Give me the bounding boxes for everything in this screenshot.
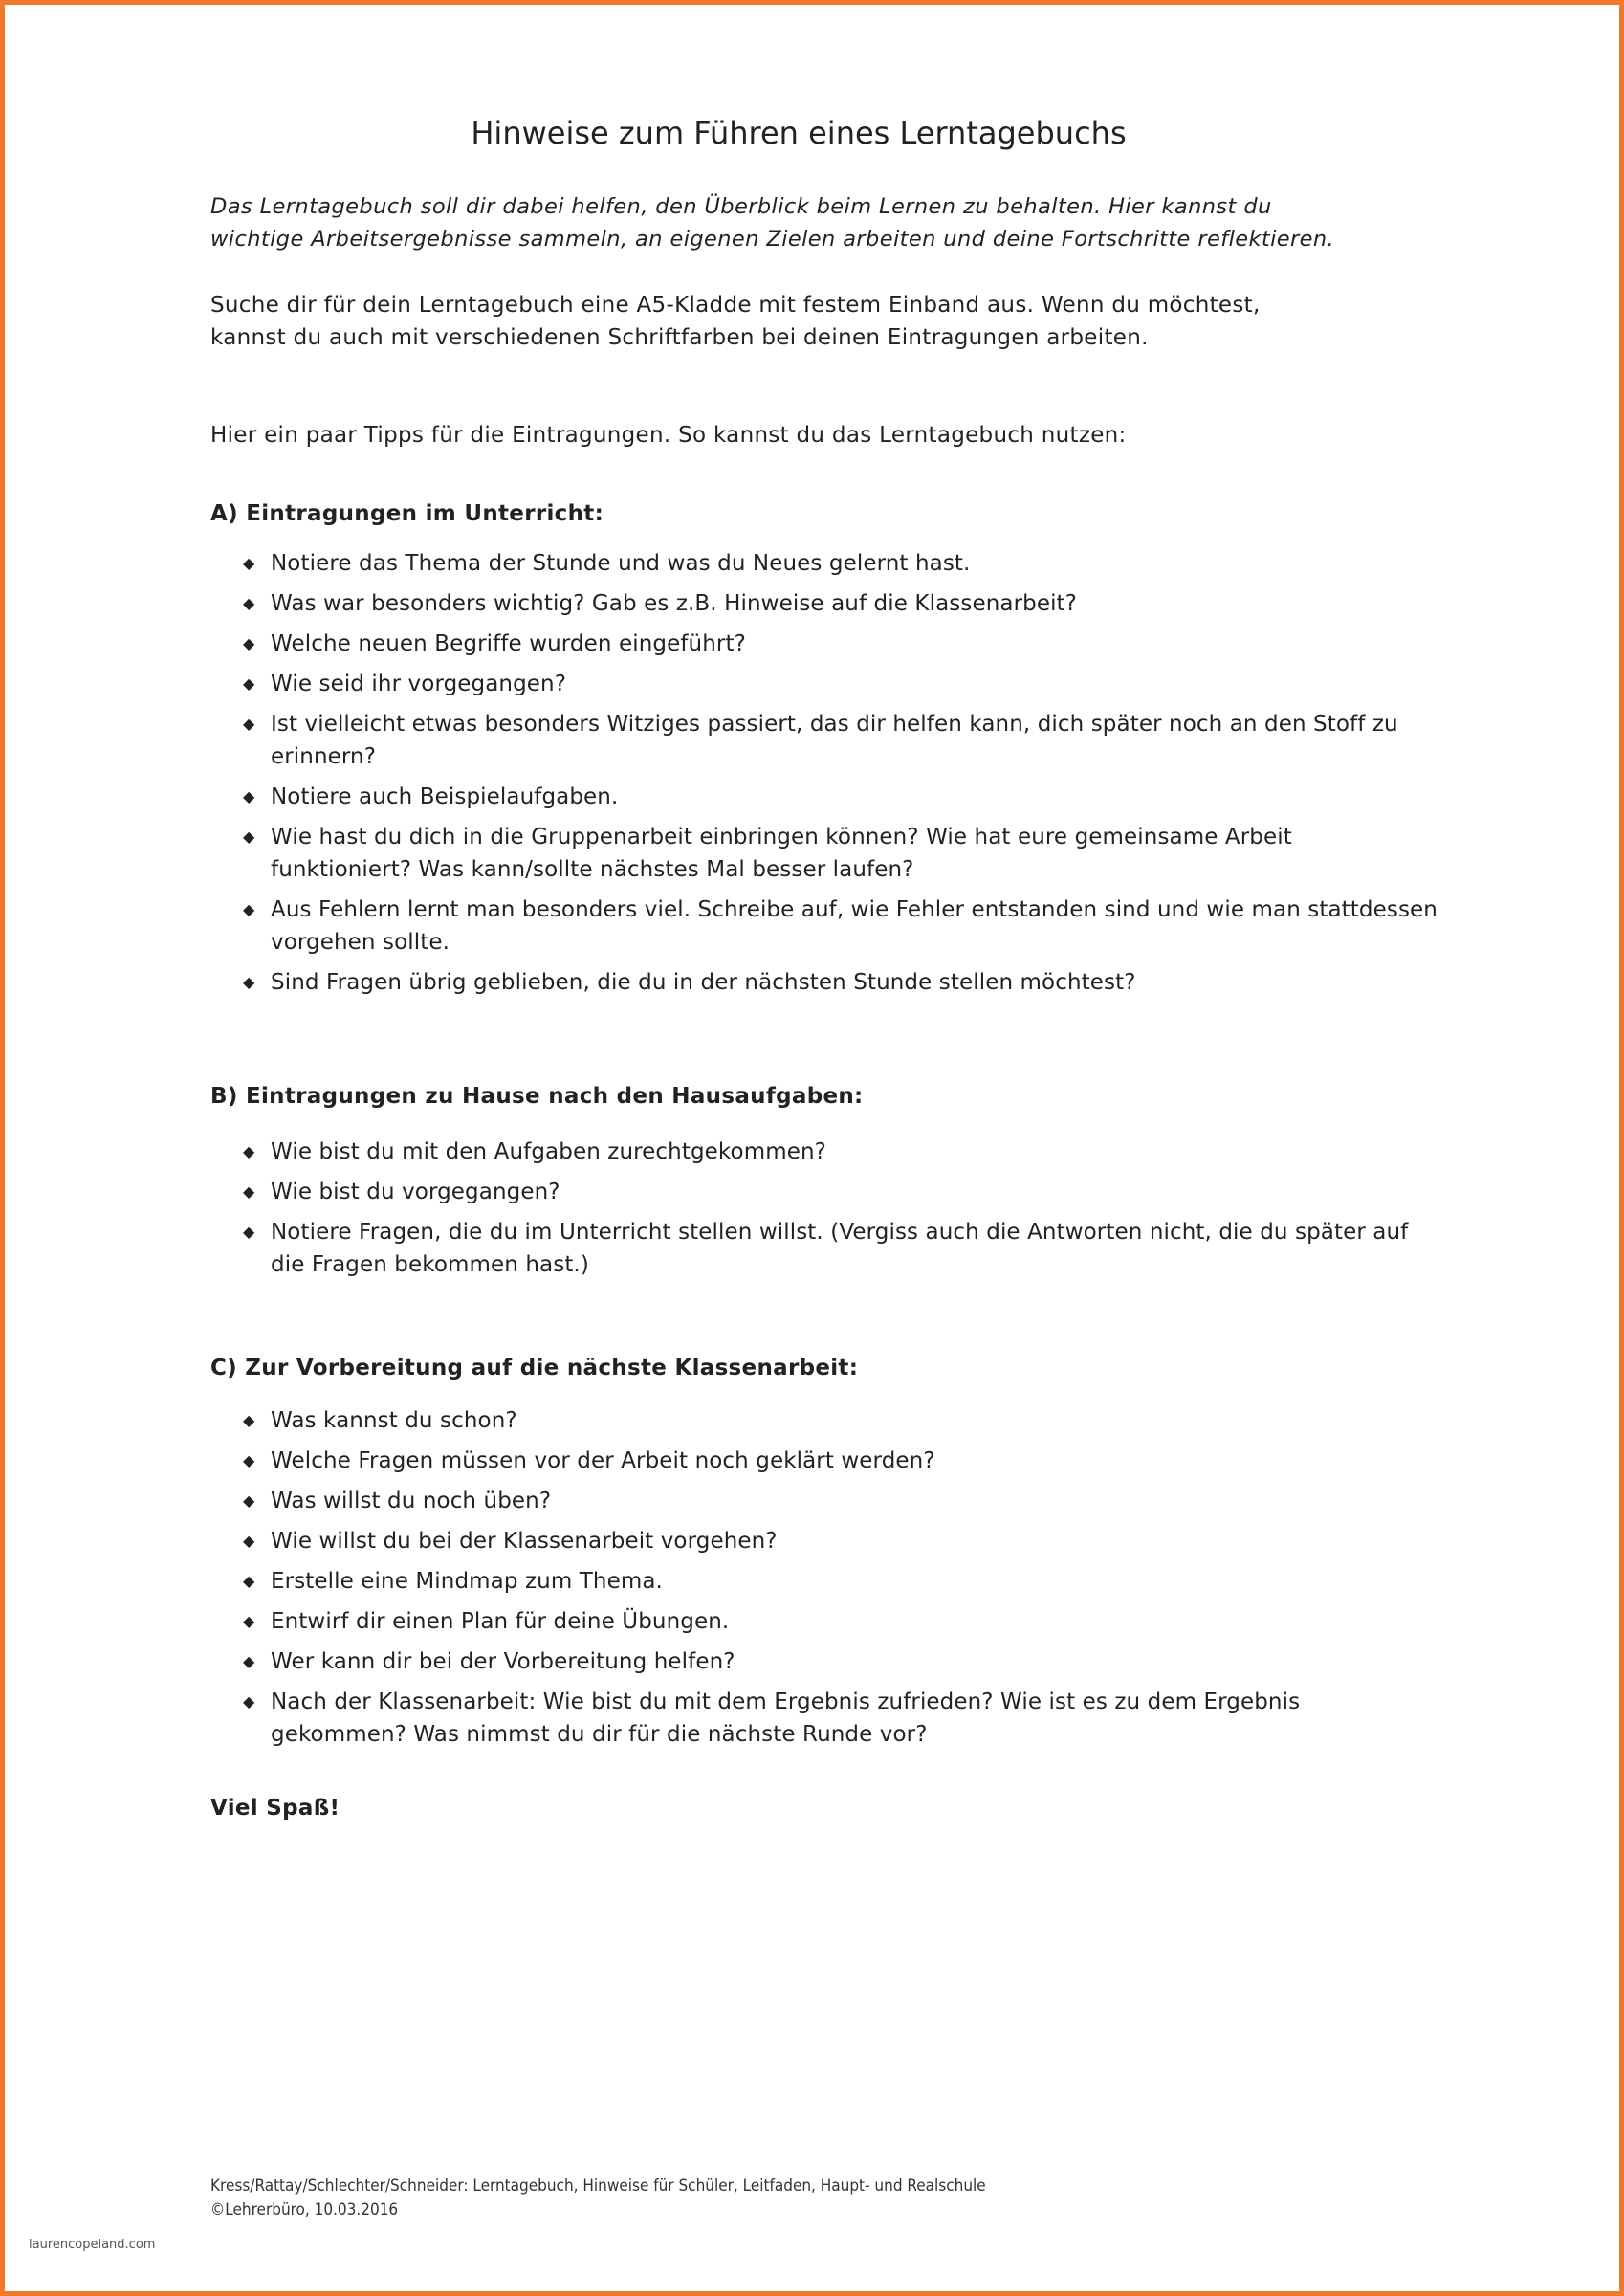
list-item: ◆ Was war besonders wichtig? Gab es z.B. Hinweise auf die Klassenarbeit? bbox=[243, 587, 1438, 620]
list-item: ◆ Was willst du noch üben? bbox=[243, 1485, 1438, 1517]
diamond-bullet-icon: ◆ bbox=[243, 1491, 255, 1510]
paragraph-line: Suche dir für dein Lerntagebuch eine A5-Kladde mit festem Einband aus. Wenn du möchtest, bbox=[210, 293, 1261, 318]
list-item: ◆ Ist vielleicht etwas besonders Witziges passiert, das dir helfen kann, dich später noch an den Stoff zu erinnern? bbox=[243, 708, 1438, 773]
intro-line: Das Lerntagebuch soll dir dabei helfen, den Überblick beim Lernen zu behalten. Hier kannst du bbox=[210, 194, 1272, 219]
diamond-bullet-icon: ◆ bbox=[243, 1451, 255, 1469]
diamond-bullet-icon: ◆ bbox=[243, 1652, 255, 1670]
diamond-bullet-icon: ◆ bbox=[243, 1411, 255, 1429]
list-item: ◆ Wie bist du vorgegangen? bbox=[243, 1176, 1438, 1208]
diamond-bullet-icon: ◆ bbox=[243, 1692, 255, 1711]
list-item: ◆ Wer kann dir bei der Vorbereitung helfen? bbox=[243, 1645, 1438, 1678]
diamond-bullet-icon: ◆ bbox=[243, 1182, 255, 1201]
list-item: ◆ Wie willst du bei der Klassenarbeit vorgehen? bbox=[243, 1525, 1438, 1557]
diamond-bullet-icon: ◆ bbox=[243, 1572, 255, 1590]
list-item: ◆ Was kannst du schon? bbox=[243, 1404, 1438, 1437]
footer-citation bbox=[210, 2175, 986, 2222]
intro-line: wichtige Arbeitsergebnisse sammeln, an eigenen Zielen arbeiten und deine Fortschritte reflektieren. bbox=[210, 227, 1335, 252]
section-a-heading: A) Eintragungen im Unterricht: bbox=[210, 501, 604, 526]
diamond-bullet-icon: ◆ bbox=[243, 674, 255, 693]
diamond-bullet-icon: ◆ bbox=[243, 1223, 255, 1241]
list-item: ◆ Aus Fehlern lernt man besonders viel. Schreibe auf, wie Fehler entstanden sind und wie man stattdessen vorgehen sollte. bbox=[243, 894, 1438, 959]
list-item: ◆ Notiere das Thema der Stunde und was du Neues gelernt hast. bbox=[243, 547, 1438, 580]
list-item: ◆ Wie bist du mit den Aufgaben zurechtgekommen? bbox=[243, 1136, 1438, 1168]
notebook-paragraph bbox=[210, 289, 1444, 354]
list-item: ◆ Wie seid ihr vorgegangen? bbox=[243, 668, 1438, 700]
list-item: ◆ Entwirf dir einen Plan für deine Übungen. bbox=[243, 1605, 1438, 1638]
diamond-bullet-icon: ◆ bbox=[243, 900, 255, 918]
diamond-bullet-icon: ◆ bbox=[243, 828, 255, 846]
diamond-bullet-icon: ◆ bbox=[243, 554, 255, 572]
list-item: ◆ Notiere Fragen, die du im Unterricht stellen willst. (Vergiss auch die Antworten nicht, die du später auf die Fragen bekommen hast.) bbox=[243, 1216, 1438, 1281]
diamond-bullet-icon: ◆ bbox=[243, 715, 255, 733]
closing-text: Viel Spaß! bbox=[210, 1796, 340, 1821]
diamond-bullet-icon: ◆ bbox=[243, 1612, 255, 1630]
list-item: ◆ Sind Fragen übrig geblieben, die du in der nächsten Stunde stellen möchtest? bbox=[243, 966, 1438, 999]
paragraph-line: kannst du auch mit verschiedenen Schriftfarben bei deinen Eintragungen arbeiten. bbox=[210, 325, 1149, 350]
diamond-bullet-icon: ◆ bbox=[243, 973, 255, 991]
diamond-bullet-icon: ◆ bbox=[243, 594, 255, 612]
intro-paragraph bbox=[210, 190, 1444, 255]
list-item: ◆ Wie hast du dich in die Gruppenarbeit einbringen können? Wie hat eure gemeinsame Arbeit funktioniert? Was kann/sollte nächstes Mal besser laufen? bbox=[243, 821, 1438, 886]
list-item: ◆ Welche neuen Begriffe wurden eingeführt? bbox=[243, 628, 1438, 660]
footer-line: ©Lehrerbüro, 10.03.2016 bbox=[210, 2200, 399, 2219]
watermark: laurencopeland.com bbox=[29, 2238, 156, 2252]
section-b-list bbox=[243, 1136, 1438, 1289]
section-c-list bbox=[243, 1404, 1438, 1758]
section-c-heading: C) Zur Vorbereitung auf die nächste Klassenarbeit: bbox=[210, 1356, 859, 1380]
tips-paragraph: Hier ein paar Tipps für die Eintragungen. So kannst du das Lerntagebuch nutzen: bbox=[210, 423, 1127, 448]
diamond-bullet-icon: ◆ bbox=[243, 1532, 255, 1550]
section-b-heading: B) Eintragungen zu Hause nach den Hausaufgaben: bbox=[210, 1084, 864, 1109]
footer-line: Kress/Rattay/Schlechter/Schneider: Lerntagebuch, Hinweise für Schüler, Leitfaden, Haupt- und Realschule bbox=[210, 2176, 986, 2196]
list-item: ◆ Notiere auch Beispielaufgaben. bbox=[243, 781, 1438, 813]
page-title: Hinweise zum Führen eines Lerntagebuchs bbox=[471, 115, 1127, 151]
diamond-bullet-icon: ◆ bbox=[243, 1142, 255, 1160]
list-item: ◆ Erstelle eine Mindmap zum Thema. bbox=[243, 1565, 1438, 1598]
list-item: ◆ Nach der Klassenarbeit: Wie bist du mit dem Ergebnis zufrieden? Wie ist es zu dem Ergebnis gekommen? Was nimmst du dir für die nächste Runde vor? bbox=[243, 1686, 1438, 1751]
list-item: ◆ Welche Fragen müssen vor der Arbeit noch geklärt werden? bbox=[243, 1445, 1438, 1477]
section-a-list bbox=[243, 547, 1438, 1006]
diamond-bullet-icon: ◆ bbox=[243, 787, 255, 806]
diamond-bullet-icon: ◆ bbox=[243, 634, 255, 652]
